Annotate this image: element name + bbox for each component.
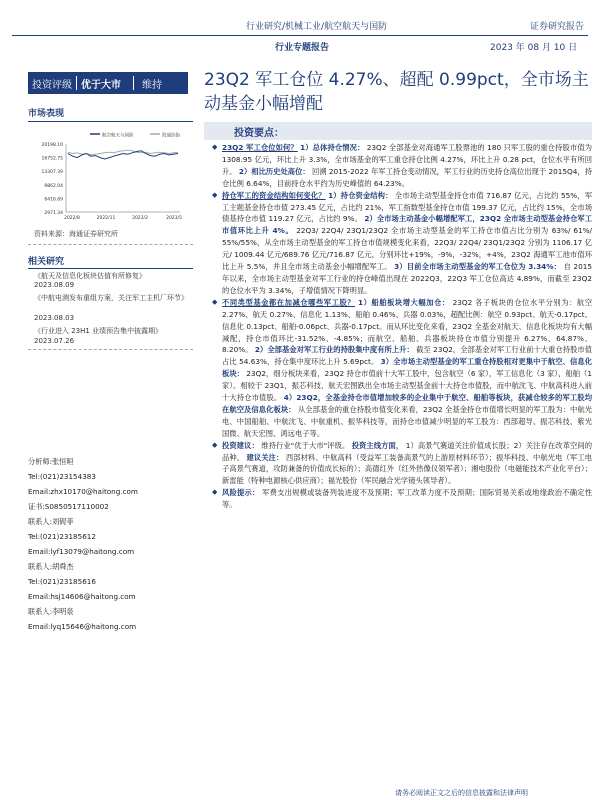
legend-label: 海通综指 (162, 133, 180, 139)
para-text: 回溯 2015-2022 年军工持仓变动情况，军工行业的历史持仓高位出现于 2015Q4，持仓比例 6.64%，目前持仓水平约为历史峰值的 64.23%。 (222, 166, 592, 188)
analyst-email[interactable]: Email:zhx10170@haitong.com (28, 487, 138, 496)
paragraph-sector-changes (212, 297, 592, 440)
analyst-line: 联系人:胡舜杰 (28, 562, 74, 571)
related-item[interactable]: 《中航电测发布重组方案，关注军工主机厂环节》 (34, 294, 188, 302)
header-date: 2023 年 08 月 10 日 (490, 43, 578, 53)
analyst-line: Tel:(021)23185612 (28, 532, 96, 541)
analyst-email[interactable]: Email:lyq15646@haitong.com (28, 622, 137, 631)
header-divider (12, 35, 588, 36)
para-lead: 投资建议： (222, 440, 259, 450)
analyst-line: 联系人:李明泉 (28, 607, 74, 616)
related-title: 相关研究 (28, 257, 65, 267)
paragraph-risk (212, 487, 592, 511)
para-lead: 23Q2 军工仓位如何？ (222, 143, 298, 152)
para-sub: 投资主线方面， (351, 440, 404, 450)
x-tick-label: 2023/5 (166, 216, 182, 220)
market-divider (28, 244, 193, 245)
para-text: 自 2015 年以来，全市场主动型基金对军工行业的持仓峰值出现在 2022Q3，22Q3 军工仓位高达 4.89%，而截至 23Q2 的仓位水平为 3.34%，子增值情况下降明显。 (222, 262, 592, 295)
related-item[interactable]: 《行业进入 23H1 业绩预告集中披露期》 (34, 327, 163, 335)
market-section-title: 市场表现 (28, 109, 65, 119)
para-text: 从全部基金的重仓持股市值变化来看，23Q2 全基金持仓市值增长明显的军工股为：中航光电、中国船舶、中航沈飞、中航重机、振华科技等，而持仓市值减少明显的军工股为：西部超导、振芯科技、紫光国微、航天宏图、鸿远电子等。 (222, 404, 593, 438)
para-sub: 2）全市场主动基金小幅增配军工，23Q2 全市场主动型基金持仓军工市值环比上升 4%。 (222, 214, 592, 236)
y-tick-label: 6416.69 (44, 197, 63, 203)
paragraph-position (212, 142, 592, 190)
para-sub: 1）持仓资金结构： (328, 190, 393, 200)
report-title: 23Q2 军工仓位 4.27%、超配 0.99pct，全市场主动基金小幅增配 (204, 70, 589, 114)
rating-action: 维持 (142, 79, 162, 91)
legend-label: 航空航天与国防 (102, 133, 134, 139)
header-report-type: 证券研究报告 (530, 22, 585, 32)
related-item-date: 2023.08.03 (34, 314, 75, 322)
rating-separator (133, 76, 134, 90)
bullet-icon: ◆ (212, 488, 218, 497)
header-categories: 行业研究/机械工业/航空航天与国防 (246, 22, 388, 32)
x-tick-label: 2022/8 (64, 216, 80, 220)
para-sub: 2）相比历史处高位： (238, 166, 310, 176)
bullet-icon: ◆ (212, 440, 218, 449)
rating-label: 投资评级 (32, 79, 72, 91)
para-lead: 风险提示： (222, 488, 260, 498)
paragraph-investment-advice (212, 440, 592, 488)
analyst-line: 证书:S0850517110002 (28, 502, 109, 511)
para-sub: 1）船舶板块增大幅加仓： (357, 297, 450, 307)
para-sub: 4）23Q2，全基金持仓市值增加较多的企业集中于航空、船舶等板块，获减仓较多的军工股均在航空及信息化板块： (222, 393, 592, 414)
header-sub-type: 行业专题报告 (275, 43, 330, 53)
para-text: 截至 23Q2，全部基金对军工行业前十大重仓持股市值占比 54.63%，持仓集中度环比上升 5.69pct。 (222, 345, 593, 367)
footer-disclaimer: 请务必阅读正文之后的信息披露和法律声明 (395, 789, 528, 797)
para-text: 维持行业"优于大市"评级。 (261, 440, 350, 450)
bullet-icon: ◆ (212, 143, 218, 151)
para-lead: 持仓军工的资金结构如何变化？ (222, 190, 326, 200)
para-text: 1）高景气赛道关注价值成长股；2）关注存在改革空间的品种。 (222, 440, 592, 462)
analyst-email[interactable]: Email:lyf13079@haitong.com (28, 547, 135, 556)
market-chart (28, 130, 198, 220)
key-points-label: 投资要点： (234, 128, 284, 139)
analyst-line: 联系人:刘砚菲 (28, 517, 74, 526)
analyst-line: Tel:(021)23185616 (28, 577, 96, 586)
para-lead: 不同类型基金都在加减仓哪些军工股？ (222, 297, 356, 307)
para-text: 23Q2 全部基金对海通军工股票池的 180 只军工股的重仓持股市值为 1308.95 亿元，环比上升 3.3%，全市场基金的军工重仓持仓比例 4.27%，环比上升 0.28 pct，仓位水平有所回升。 (222, 143, 592, 176)
related-title-underline (28, 268, 193, 269)
bullet-icon: ◆ (212, 297, 218, 306)
para-text: 西部材料、中航高科（受益军工装备高景气的上游原材料环节）；振华科技、中航光电（军工电子高景气赛道，攻防兼备的价值成长标的）；高德红外（红外热像仪领军者）；湘电股份（电磁能技术产业化平台）；新雷能（特种电源核心供应商）；福光股份（军民融合光学镜头领导者）。 (222, 452, 592, 486)
y-tick-label: 9862.04 (44, 183, 63, 189)
para-text: 23Q2 各子板块的仓位水平分别为：航空 2.27%、航天 0.27%、信息化 1.13%、船舶 0.46%、兵器 0.03%，超配比例：航空 0.93pct、航天-0.17pct、信息化 0.13pct、船舶-0.06pct、兵器-0.17pct。而从环比变化来看，23Q2 全基金对航天、信息化板块均有大幅减配，持仓市值环比-31.52%、-4.85%；而航空、船舶、兵器板块持仓市值分别提升 6.27%、64.87%、8.20%。 (222, 297, 592, 355)
related-item-date: 2023.07.26 (34, 337, 75, 345)
bullet-icon: ◆ (212, 190, 218, 199)
para-sub: 1）总体持仓情况： (300, 143, 365, 152)
y-tick-label: 16752.75 (41, 156, 63, 162)
paragraph-fund-structure (212, 190, 592, 297)
rating-value: 优于大市 (81, 79, 121, 91)
related-item-date: 2023.08.09 (34, 281, 75, 289)
para-sub: 2）全部基金对军工行业的持股集中度有所上升： (254, 345, 414, 355)
analyst-line: Tel:(021)23154383 (28, 472, 96, 481)
analyst-email[interactable]: Email:hsj14606@haitong.com (28, 592, 136, 601)
para-text: 22Q3/ 22Q4/ 23Q1/23Q2 全市场主动型基金的军工持仓市值占比分别为 63%/ 61%/ 55%/55%，从全市场主动型基金的军工持仓市值规模变化来看，22Q3/ 22Q4/ 23Q1/23Q2 分别为 1106.17 亿元/ 1009.44 亿元/689.76 亿元/716.87 亿元，分别环比+19%，-9%，-32%，+4%，23Q2 海通军工池市值环比上升 5.5%，并且全市场主动基金小幅增配军工。 (222, 226, 592, 272)
para-sub: 3）全市场主动型基金的军工重仓持股相对更集中于航空、信息化板块： (222, 357, 592, 379)
key-points-bar (204, 122, 592, 140)
report-body (212, 142, 592, 511)
y-tick-label: 20198.10 (41, 143, 63, 148)
para-sub: 建议关注： (246, 452, 284, 462)
para-text: 23Q2，细分板块来看，23Q2 持仓市值前十大军工股中，包含航空（6 家），军工信息化（3 家），船舶（1 家）。相较于 23Q1，振芯科技、航天宏图跌出全市场主动型基金前十大持仓市值股，而中航沈飞、中航高科进入前十大持仓市值股。 (222, 369, 592, 403)
para-text: 全市场主动型基金持仓市值 716.87 亿元，占比约 55%，军工主题基金持仓市值 273.45 亿元，占比约 21%，军工指数型基金持仓市值 199.37 亿元，占比约 15%，全市场债基持仓市值 119.27 亿元，占比约 9%。 (222, 190, 593, 224)
para-sub: 3）目前全市场主动型基金的军工仓位为 3.34%： (394, 262, 562, 272)
related-divider (28, 349, 193, 350)
y-tick-label: 13307.39 (41, 170, 63, 176)
market-title-underline (28, 121, 193, 122)
rating-box (28, 72, 188, 94)
market-source: 资料来源：海通证券研究所 (34, 230, 118, 238)
x-tick-label: 2022/11 (96, 216, 116, 220)
analyst-line: 分析师:张恒晅 (28, 457, 74, 466)
related-item[interactable]: 《航天及信息化板块估值有所修复》 (34, 272, 146, 280)
para-text: 军费支出规模或装备列装进度不及预期；军工改革力度不及预期；国际贸易关系或地缘政治不确定性等。 (222, 488, 593, 510)
y-tick-label: 2971.34 (44, 211, 63, 216)
analyst-contacts (28, 454, 138, 634)
x-tick-label: 2023/2 (132, 216, 148, 220)
